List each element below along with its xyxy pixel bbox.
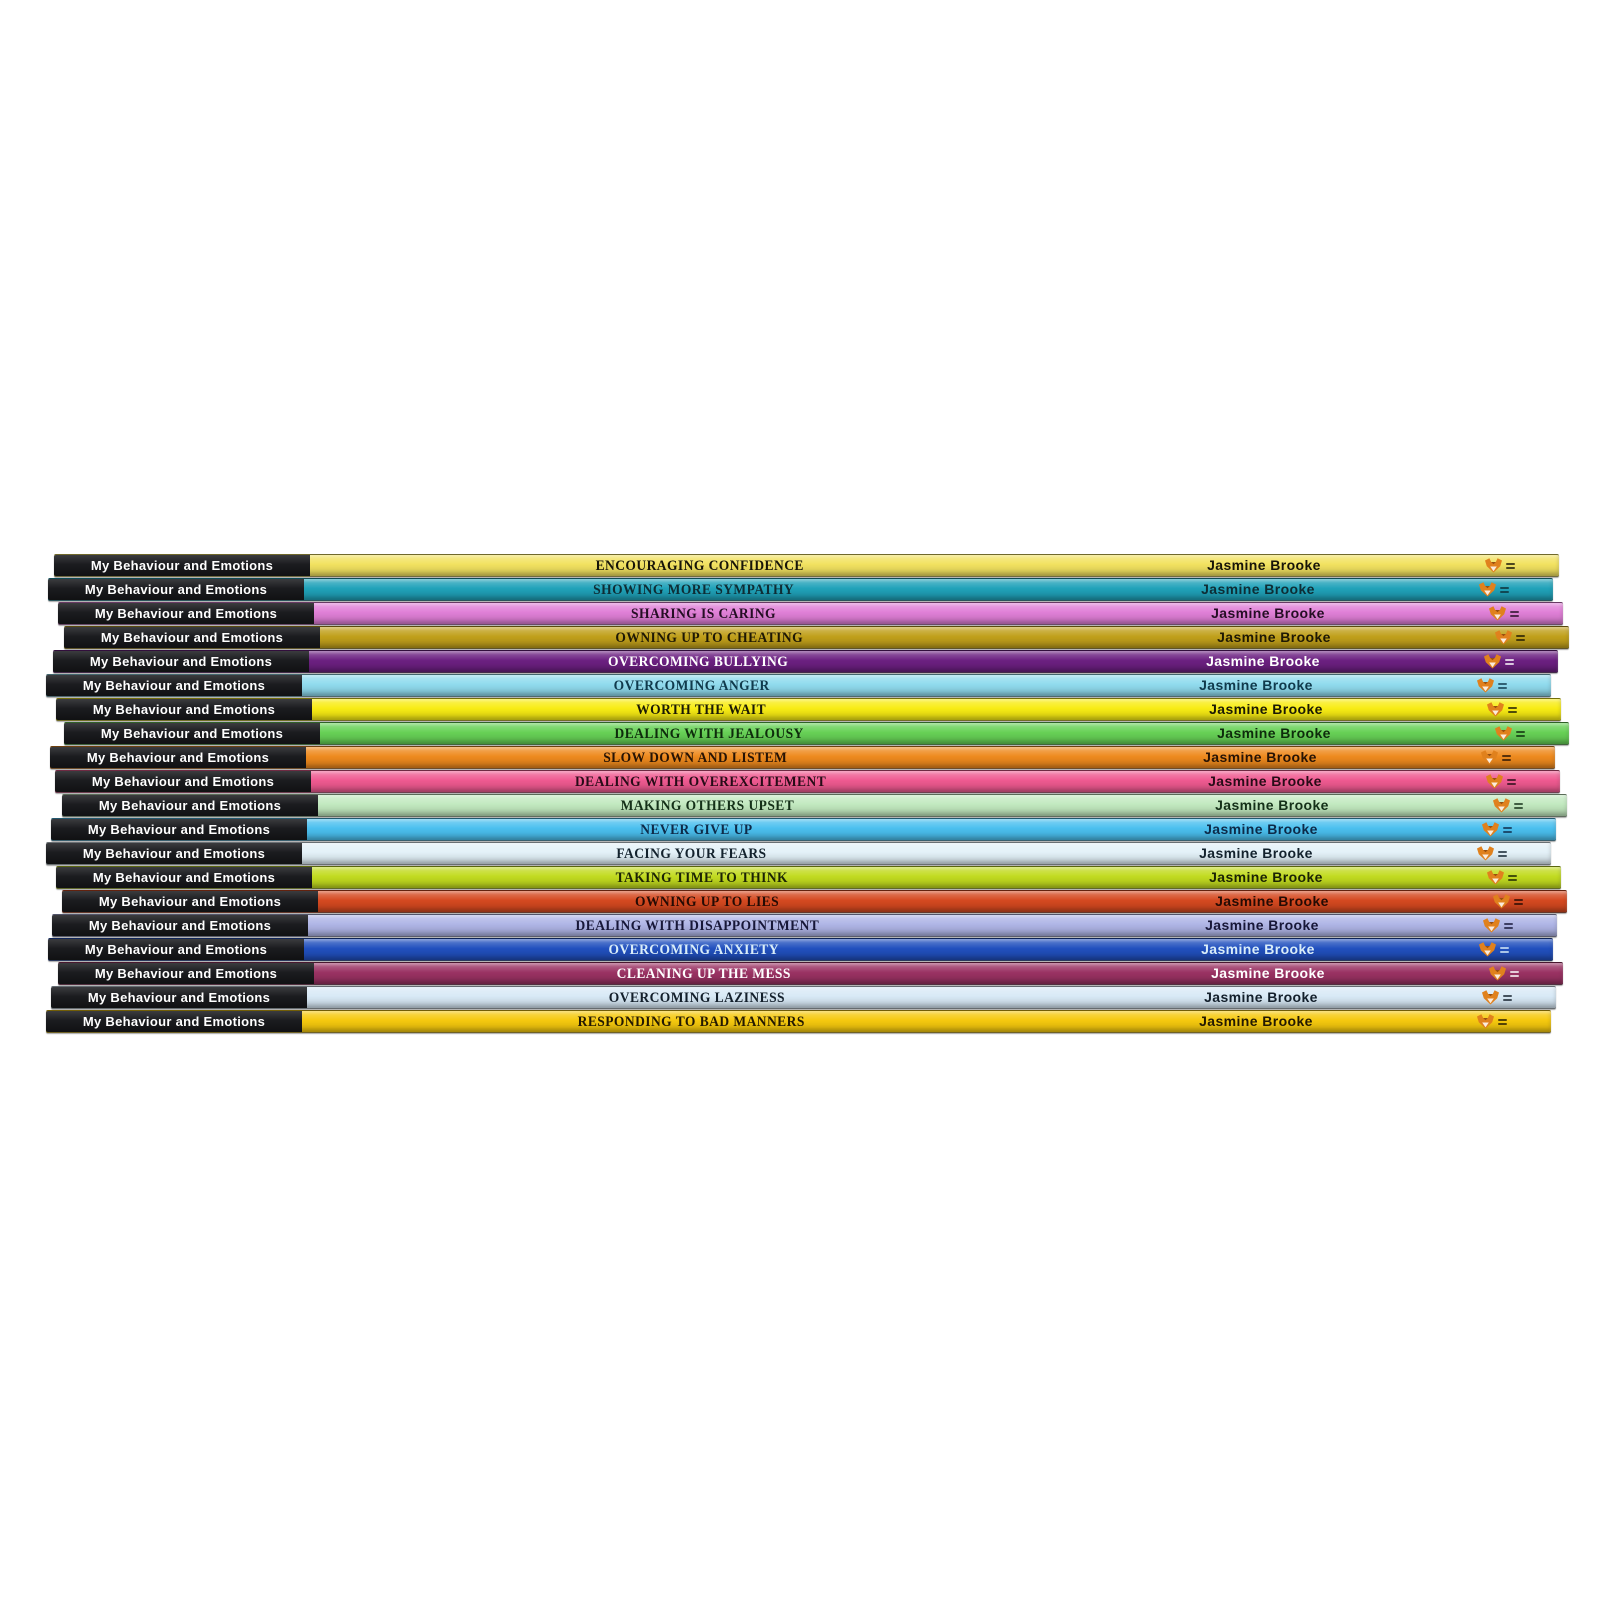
book-spine <box>58 602 1563 625</box>
book-spine <box>56 698 1561 721</box>
author-name: Jasmine Brooke <box>1199 676 1313 693</box>
publisher-logo <box>1447 894 1567 909</box>
author-zone <box>1083 941 1433 959</box>
publisher-logo <box>1438 654 1558 669</box>
book-spine <box>64 722 1569 745</box>
publisher-logo <box>1443 606 1563 621</box>
fox-icon <box>1486 702 1505 717</box>
series-title: My Behaviour and Emotions <box>91 774 275 789</box>
publisher-logo <box>1441 702 1561 717</box>
title-zone <box>302 1013 1081 1031</box>
title-zone <box>302 677 1081 695</box>
book-spine <box>64 626 1569 649</box>
title-zone <box>306 749 1085 767</box>
series-panel <box>51 987 307 1008</box>
fox-icon <box>1484 558 1503 573</box>
author-zone <box>1086 989 1436 1007</box>
publisher-imprint-text <box>1508 875 1517 881</box>
book-title: OVERCOMING BULLYING <box>608 653 789 670</box>
series-panel <box>58 603 314 624</box>
series-title: My Behaviour and Emotions <box>100 630 284 645</box>
title-zone <box>302 845 1081 863</box>
fox-icon <box>1488 966 1507 981</box>
book-title: OVERCOMING LAZINESS <box>608 989 785 1006</box>
book-title: FACING YOUR FEARS <box>616 845 767 862</box>
book-spine <box>48 938 1553 961</box>
author-name: Jasmine Brooke <box>1207 556 1321 573</box>
series-panel <box>48 579 304 600</box>
series-title: My Behaviour and Emotions <box>87 990 271 1005</box>
series-title: My Behaviour and Emotions <box>89 654 273 669</box>
series-panel <box>55 771 311 792</box>
author-name: Jasmine Brooke <box>1211 604 1325 621</box>
series-title: My Behaviour and Emotions <box>94 966 278 981</box>
fox-icon <box>1485 774 1504 789</box>
publisher-imprint-text <box>1500 587 1509 593</box>
book-spine <box>51 986 1556 1009</box>
title-zone <box>307 821 1086 839</box>
author-zone <box>1090 773 1440 791</box>
book-title: SHOWING MORE SYMPATHY <box>593 581 794 598</box>
book-title: OVERCOMING ANGER <box>613 677 770 694</box>
series-title: My Behaviour and Emotions <box>88 918 272 933</box>
book-title: OWNING UP TO LIES <box>635 893 780 910</box>
fox-icon <box>1476 846 1495 861</box>
book-title: SLOW DOWN AND LISTEM <box>603 749 788 766</box>
publisher-imprint-text <box>1503 995 1512 1001</box>
author-name: Jasmine Brooke <box>1211 964 1325 981</box>
series-title: My Behaviour and Emotions <box>90 558 274 573</box>
author-zone <box>1093 965 1443 983</box>
book-title: MAKING OTHERS UPSET <box>620 797 795 814</box>
author-name: Jasmine Brooke <box>1209 868 1323 885</box>
author-zone <box>1081 845 1431 863</box>
author-name: Jasmine Brooke <box>1209 700 1323 717</box>
fox-icon <box>1481 822 1500 837</box>
author-name: Jasmine Brooke <box>1215 796 1329 813</box>
publisher-imprint-text <box>1514 899 1523 905</box>
book-spine <box>50 746 1555 769</box>
series-panel <box>52 915 308 936</box>
fox-icon <box>1482 918 1501 933</box>
series-panel <box>62 795 318 816</box>
author-zone <box>1085 749 1435 767</box>
author-zone <box>1081 677 1431 695</box>
publisher-imprint-text <box>1500 947 1509 953</box>
book-title: ENCOURAGING CONFIDENCE <box>595 557 804 574</box>
author-name: Jasmine Brooke <box>1215 892 1329 909</box>
author-name: Jasmine Brooke <box>1205 916 1319 933</box>
author-name: Jasmine Brooke <box>1199 1012 1313 1029</box>
book-spine <box>58 962 1563 985</box>
author-name: Jasmine Brooke <box>1204 988 1318 1005</box>
book-title: SHARING IS CARING <box>631 605 776 622</box>
publisher-logo <box>1440 774 1560 789</box>
publisher-logo <box>1431 1014 1551 1029</box>
publisher-logo <box>1443 966 1563 981</box>
publisher-logo <box>1447 798 1567 813</box>
book-title: CLEANING UP THE MESS <box>616 965 791 982</box>
title-zone <box>320 725 1099 743</box>
author-name: Jasmine Brooke <box>1206 652 1320 669</box>
series-title: My Behaviour and Emotions <box>98 798 282 813</box>
author-name: Jasmine Brooke <box>1204 820 1318 837</box>
publisher-imprint-text <box>1505 659 1514 665</box>
fox-icon <box>1492 798 1511 813</box>
series-title: My Behaviour and Emotions <box>86 750 270 765</box>
title-zone <box>304 941 1083 959</box>
author-zone <box>1087 917 1437 935</box>
series-panel <box>46 1011 302 1032</box>
fox-icon <box>1478 942 1497 957</box>
book-stack <box>46 554 1551 1034</box>
book-title: TAKING TIME TO THINK <box>615 869 788 886</box>
publisher-logo <box>1435 750 1555 765</box>
author-zone <box>1093 605 1443 623</box>
series-panel <box>48 939 304 960</box>
publisher-imprint-text <box>1514 803 1523 809</box>
publisher-logo <box>1449 726 1569 741</box>
author-name: Jasmine Brooke <box>1208 772 1322 789</box>
book-spine <box>46 842 1551 865</box>
book-title: NEVER GIVE UP <box>640 821 753 838</box>
author-zone <box>1088 653 1438 671</box>
author-zone <box>1086 821 1436 839</box>
series-title: My Behaviour and Emotions <box>92 870 276 885</box>
series-title: My Behaviour and Emotions <box>84 942 268 957</box>
publisher-imprint-text <box>1506 563 1515 569</box>
publisher-imprint-text <box>1508 707 1517 713</box>
publisher-logo <box>1441 870 1561 885</box>
title-zone <box>304 581 1083 599</box>
fox-icon <box>1478 582 1497 597</box>
publisher-logo <box>1433 942 1553 957</box>
author-zone <box>1097 893 1447 911</box>
fox-icon <box>1486 870 1505 885</box>
publisher-imprint-text <box>1502 755 1511 761</box>
publisher-imprint-text <box>1510 971 1519 977</box>
author-zone <box>1091 701 1441 719</box>
series-title: My Behaviour and Emotions <box>92 702 276 717</box>
author-name: Jasmine Brooke <box>1201 940 1315 957</box>
publisher-imprint-text <box>1503 827 1512 833</box>
title-zone <box>312 869 1091 887</box>
book-title: OVERCOMING ANXIETY <box>608 941 779 958</box>
book-title: DEALING WITH JEALOUSY <box>614 725 805 742</box>
series-panel <box>64 627 320 648</box>
title-zone <box>314 965 1093 983</box>
series-title: My Behaviour and Emotions <box>84 582 268 597</box>
book-spine <box>62 890 1567 913</box>
publisher-imprint-text <box>1498 1019 1507 1025</box>
publisher-imprint-text <box>1510 611 1519 617</box>
title-zone <box>318 797 1097 815</box>
publisher-imprint-text <box>1498 683 1507 689</box>
fox-icon <box>1494 630 1513 645</box>
series-panel <box>64 723 320 744</box>
series-panel <box>54 555 310 576</box>
book-spine <box>56 866 1561 889</box>
series-panel <box>50 747 306 768</box>
series-panel <box>51 819 307 840</box>
book-spine <box>46 1010 1551 1033</box>
publisher-logo <box>1436 990 1556 1005</box>
publisher-imprint-text <box>1504 923 1513 929</box>
book-spine <box>62 794 1567 817</box>
author-name: Jasmine Brooke <box>1201 580 1315 597</box>
author-zone <box>1083 581 1433 599</box>
title-zone <box>318 893 1097 911</box>
book-spine <box>48 578 1553 601</box>
fox-icon <box>1476 1014 1495 1029</box>
book-title: RESPONDING TO BAD MANNERS <box>577 1013 806 1030</box>
fox-icon <box>1480 750 1499 765</box>
series-panel <box>53 651 309 672</box>
fox-icon <box>1481 990 1500 1005</box>
publisher-imprint-text <box>1507 779 1516 785</box>
author-zone <box>1089 557 1439 575</box>
publisher-imprint-text <box>1516 731 1525 737</box>
title-zone <box>320 629 1099 647</box>
title-zone <box>311 773 1090 791</box>
book-title: OWNING UP TO CHEATING <box>615 629 804 646</box>
series-panel <box>46 843 302 864</box>
title-zone <box>314 605 1093 623</box>
series-title: My Behaviour and Emotions <box>82 678 266 693</box>
book-spine <box>51 818 1556 841</box>
publisher-logo <box>1431 846 1551 861</box>
book-spine <box>54 554 1559 577</box>
fox-icon <box>1494 726 1513 741</box>
publisher-logo <box>1449 630 1569 645</box>
series-title: My Behaviour and Emotions <box>87 822 271 837</box>
series-panel <box>56 699 312 720</box>
author-name: Jasmine Brooke <box>1217 724 1331 741</box>
publisher-logo <box>1433 582 1553 597</box>
book-title: DEALING WITH OVEREXCITEMENT <box>574 773 827 790</box>
series-panel <box>46 675 302 696</box>
series-panel <box>56 867 312 888</box>
fox-icon <box>1483 654 1502 669</box>
publisher-logo <box>1437 918 1557 933</box>
publisher-logo <box>1439 558 1559 573</box>
fox-icon <box>1492 894 1511 909</box>
book-spine <box>52 914 1557 937</box>
book-spine <box>53 650 1558 673</box>
series-panel <box>62 891 318 912</box>
author-zone <box>1091 869 1441 887</box>
author-name: Jasmine Brooke <box>1203 748 1317 765</box>
title-zone <box>309 653 1088 671</box>
series-panel <box>58 963 314 984</box>
title-zone <box>310 557 1089 575</box>
series-title: My Behaviour and Emotions <box>100 726 284 741</box>
publisher-logo <box>1431 678 1551 693</box>
title-zone <box>307 989 1086 1007</box>
title-zone <box>308 917 1087 935</box>
author-name: Jasmine Brooke <box>1217 628 1331 645</box>
series-title: My Behaviour and Emotions <box>94 606 278 621</box>
author-zone <box>1097 797 1447 815</box>
book-spine <box>46 674 1551 697</box>
author-zone <box>1099 629 1449 647</box>
author-zone <box>1099 725 1449 743</box>
fox-icon <box>1488 606 1507 621</box>
book-title: DEALING WITH DISAPPOINTMENT <box>575 917 820 934</box>
series-title: My Behaviour and Emotions <box>82 1014 266 1029</box>
author-name: Jasmine Brooke <box>1199 844 1313 861</box>
publisher-logo <box>1436 822 1556 837</box>
book-spine <box>55 770 1560 793</box>
author-zone <box>1081 1013 1431 1031</box>
title-zone <box>312 701 1091 719</box>
publisher-imprint-text <box>1498 851 1507 857</box>
series-title: My Behaviour and Emotions <box>98 894 282 909</box>
publisher-imprint-text <box>1516 635 1525 641</box>
series-title: My Behaviour and Emotions <box>82 846 266 861</box>
fox-icon <box>1476 678 1495 693</box>
book-title: WORTH THE WAIT <box>636 701 767 718</box>
